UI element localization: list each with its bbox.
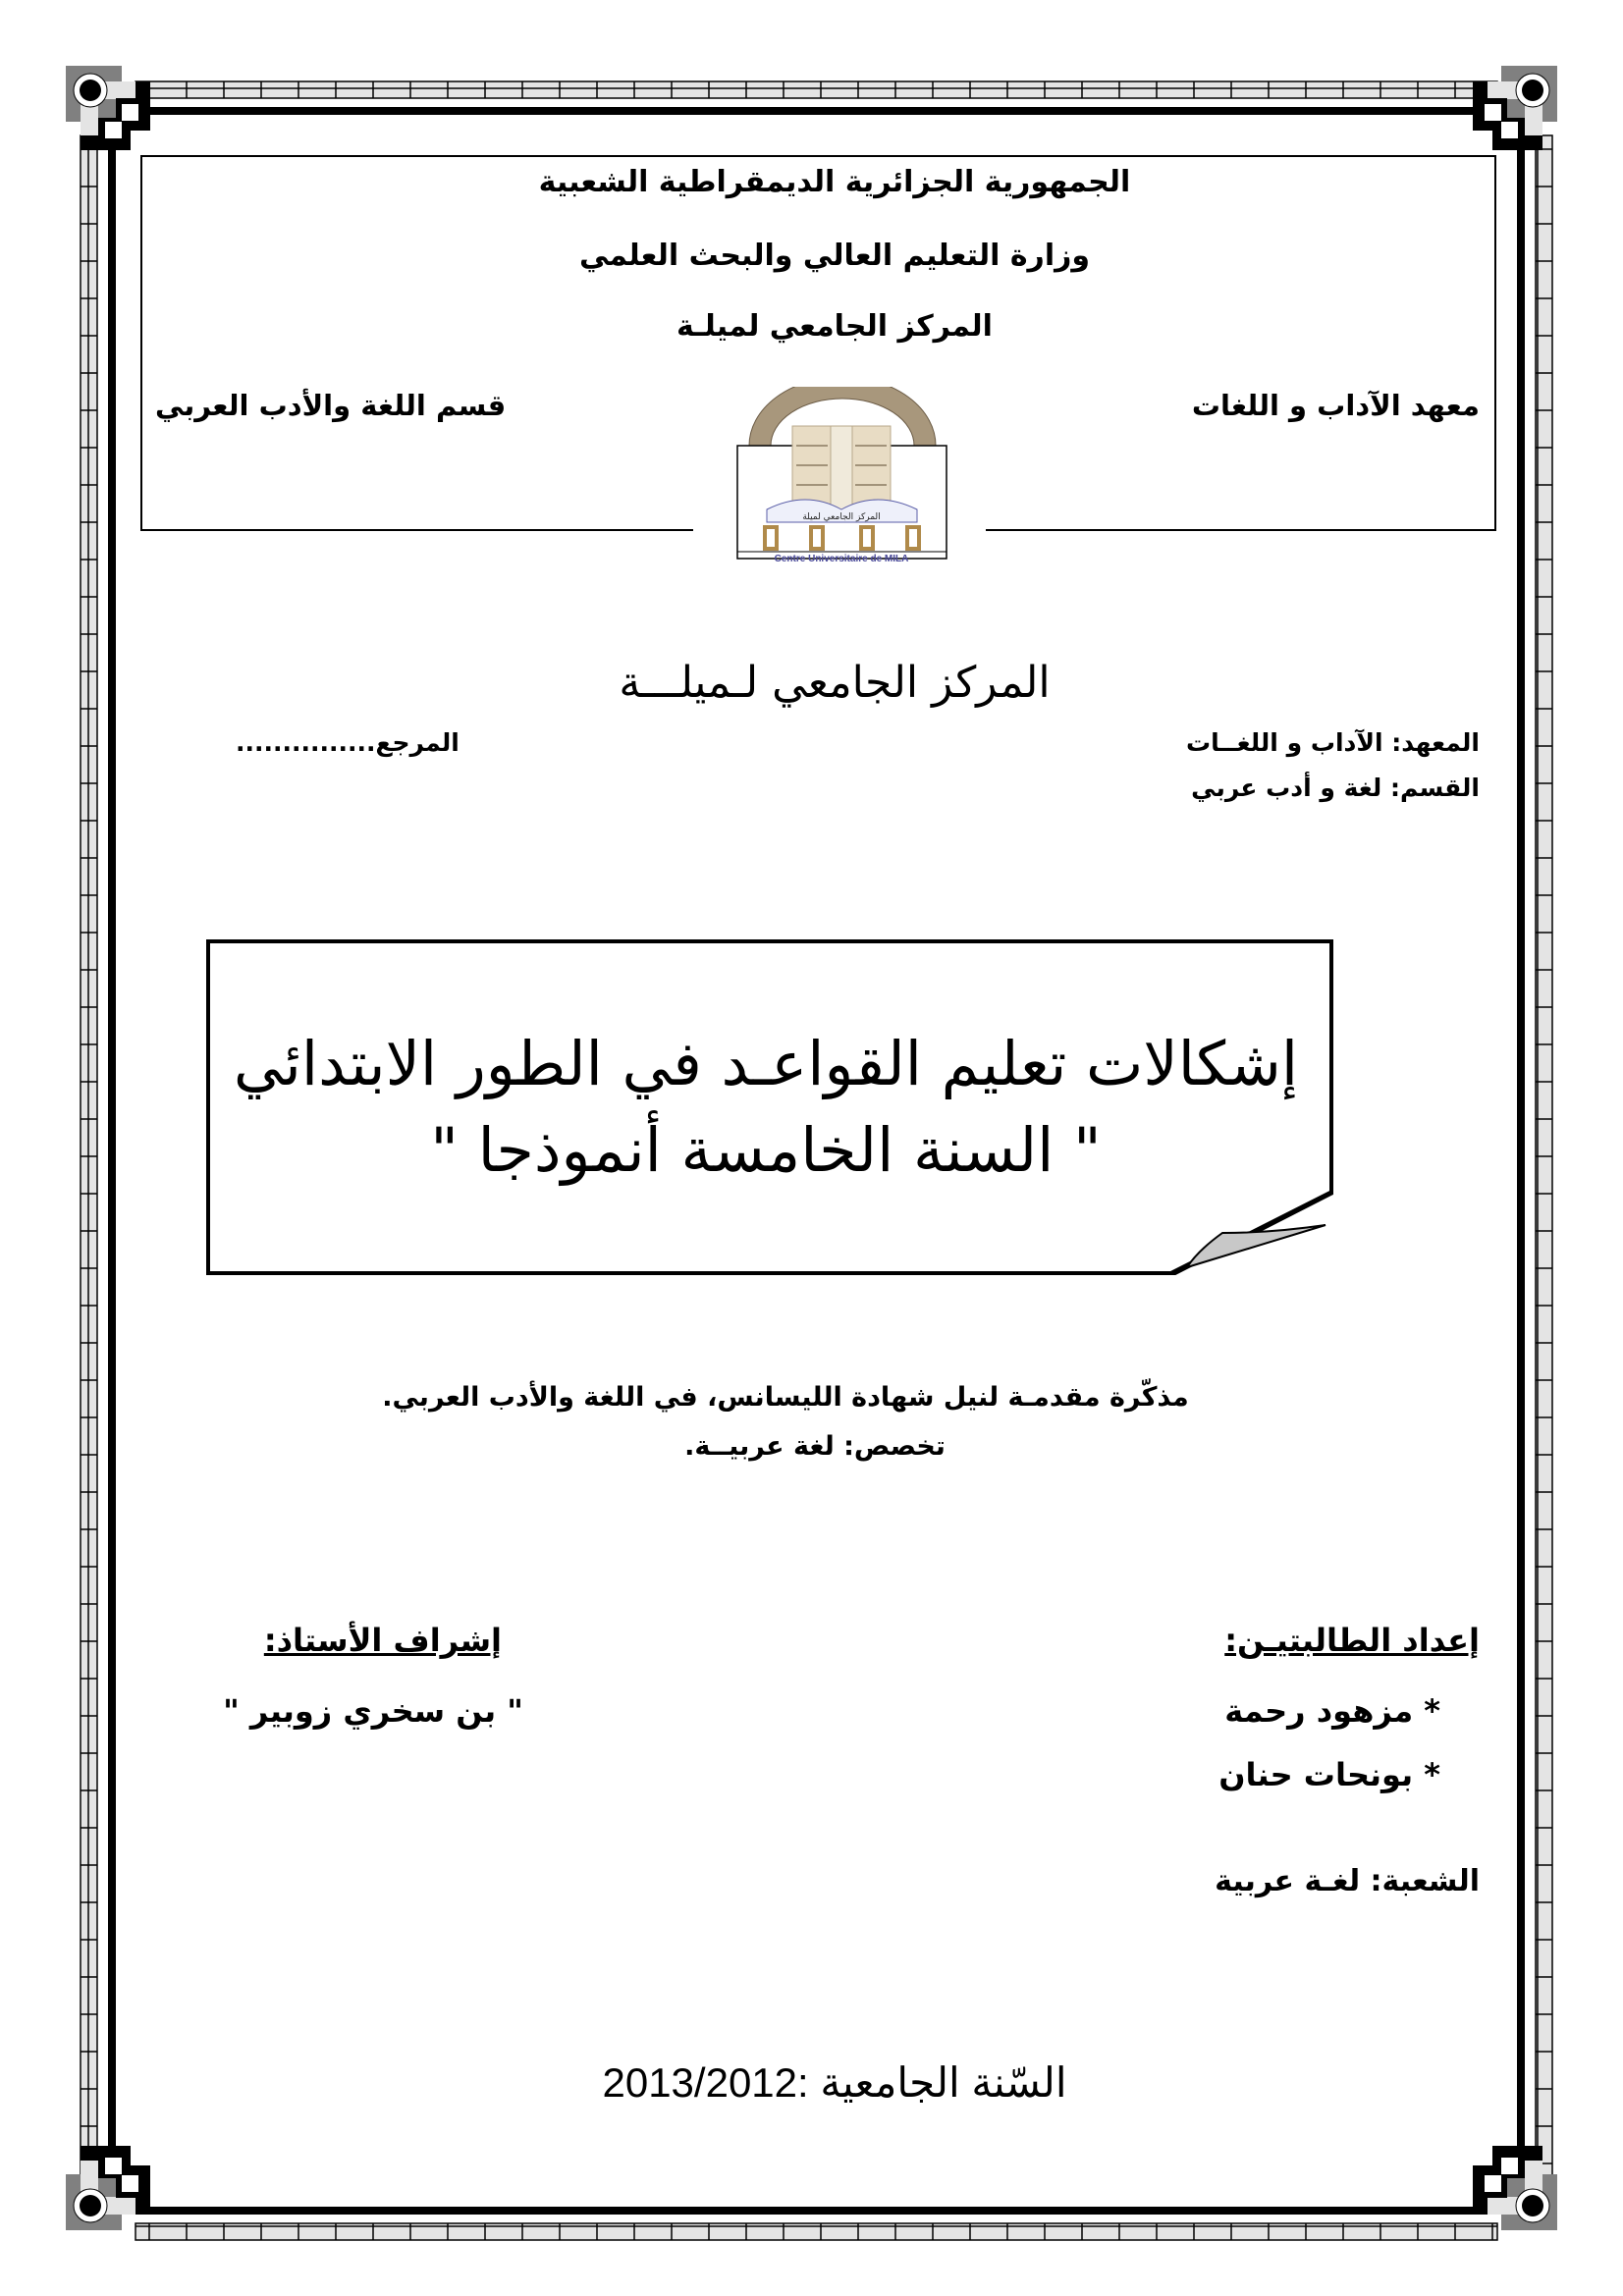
specialization: تخصص: لغة عربيــة. bbox=[684, 1431, 946, 1462]
institute-name: معهد الآداب و اللغات bbox=[1191, 389, 1480, 422]
supervisor-label: إشراف الأستاذ: bbox=[263, 1622, 502, 1659]
students-label: إعداد الطالبتيـن: bbox=[1224, 1622, 1480, 1659]
logo-text-ar: المركز الجامعي لميلة bbox=[802, 512, 881, 522]
corner-ornament bbox=[66, 66, 150, 150]
logo-text-fr: Centre Universitaire de MILA bbox=[774, 554, 909, 563]
branch: الشعبة: لغـة عربية bbox=[1215, 1864, 1480, 1898]
university-logo bbox=[728, 387, 956, 563]
thesis-title-line1: إشكالات تعليم القواعـد في الطور الابتدائي bbox=[233, 1028, 1299, 1099]
divider bbox=[986, 529, 1494, 531]
folded-corner bbox=[1183, 1223, 1330, 1272]
institute-line: المعهد: الآداب و اللغــات bbox=[1186, 728, 1480, 757]
department-name: قسم اللغة والأدب العربي bbox=[155, 389, 507, 422]
academic-year: السّنة الجامعية :2013/2012 bbox=[602, 2059, 1067, 2106]
thesis-title bbox=[226, 1021, 1306, 1194]
thesis-title-line2: " السنة الخامسة أنموذجا " bbox=[430, 1114, 1102, 1186]
center-title: المركز الجامعي لـميلـــة bbox=[619, 658, 1051, 708]
student-name: * مزهود رحمة bbox=[1224, 1692, 1440, 1730]
divider bbox=[140, 529, 693, 531]
reference-field: المرجع............... bbox=[236, 728, 460, 757]
ministry-name: وزارة التعليم العالي والبحث العلمي bbox=[578, 239, 1091, 273]
department-line: القسم: لغة و أدب عربي bbox=[1191, 774, 1480, 802]
student-name: * بونحات حنان bbox=[1218, 1756, 1440, 1793]
memo-description: مذكّرة مقدمـة لنيل شهادة الليسانس، في اللغة والأدب العربي. bbox=[382, 1382, 1189, 1413]
supervisor-name: " بن سخري زوبير " bbox=[223, 1692, 523, 1730]
republic-name: الجمهورية الجزائرية الديمقراطية الشعبية bbox=[538, 165, 1131, 199]
university-center-name: المركز الجامعي لميلـة bbox=[676, 309, 993, 344]
